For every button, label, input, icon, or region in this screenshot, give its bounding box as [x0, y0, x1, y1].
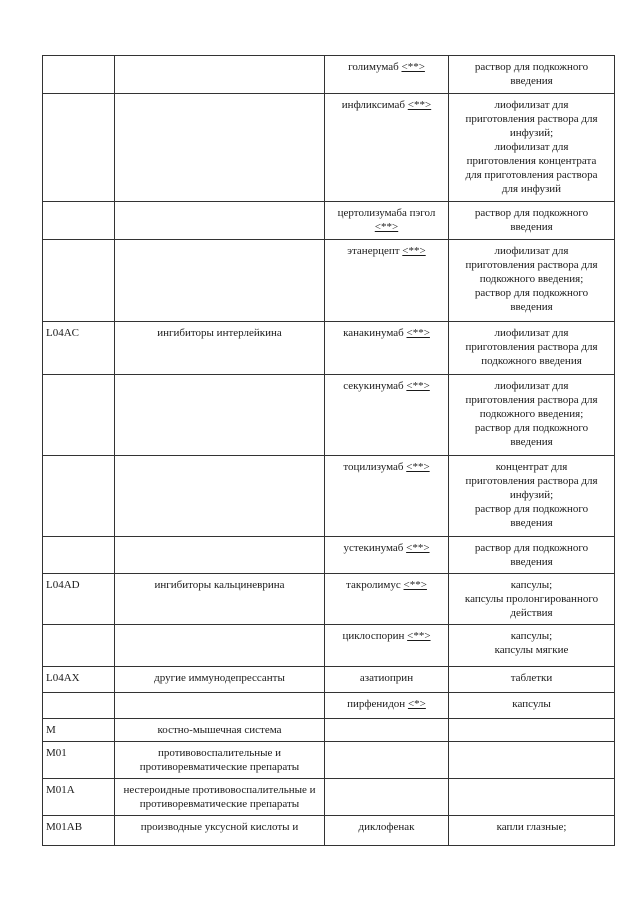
footnote-mark: <**>: [406, 542, 430, 554]
group-description-cell: ингибиторы кальциневрина: [115, 574, 325, 625]
dosage-form-line: введения: [510, 221, 553, 233]
dosage-form-cell: [449, 779, 615, 816]
dosage-form-line: введения: [510, 75, 553, 87]
dosage-form-line: раствор для подкожного: [474, 61, 589, 73]
drug-name: инфликсимаб: [341, 99, 406, 111]
footnote-mark: <**>: [406, 461, 430, 473]
footnote-mark: <**>: [402, 245, 426, 257]
drug-name: этанерцепт: [347, 245, 400, 257]
atc-code-cell: [43, 625, 115, 667]
atc-code-cell: [43, 94, 115, 202]
group-description-cell: костно-мышечная система: [115, 719, 325, 742]
group-description-cell: [115, 537, 325, 574]
dosage-form-line: капли глазные;: [496, 821, 567, 833]
footnote-mark: <**>: [407, 99, 432, 111]
dosage-form-cell: [449, 56, 615, 94]
dosage-form-line: приготовления концентрата: [466, 155, 597, 167]
table-row: [43, 240, 615, 322]
dosage-form-line: раствор для подкожного: [474, 207, 589, 219]
dosage-form-line: для инфузий: [501, 183, 562, 195]
table-row: [43, 779, 615, 816]
dosage-form-line: для приготовления раствора: [465, 169, 598, 181]
dosage-form-line: инфузий;: [509, 489, 554, 501]
group-description-cell: [115, 693, 325, 719]
atc-code-cell: [43, 537, 115, 574]
table-row: [43, 456, 615, 537]
table-row: [43, 693, 615, 719]
group-description-cell: другие иммунодепрессанты: [115, 667, 325, 693]
drug-name-cell: [325, 816, 449, 846]
table-row: [43, 537, 615, 574]
drug-name-cell: [325, 693, 449, 719]
dosage-form-line: введения: [510, 301, 553, 313]
drug-name-cell: [325, 574, 449, 625]
dosage-form-cell: [449, 625, 615, 667]
drug-name-cell: [325, 56, 449, 94]
dosage-form-line: введения: [510, 556, 553, 568]
drug-name-cell: [325, 719, 449, 742]
atc-code-cell: L04AX: [43, 667, 115, 693]
dosage-form-cell: [449, 742, 615, 779]
dosage-form-line: лиофилизат для: [494, 327, 569, 339]
table-row: [43, 742, 615, 779]
drug-name-cell: [325, 375, 449, 456]
dosage-form-line: раствор для подкожного: [474, 422, 589, 434]
dosage-form-cell: [449, 537, 615, 574]
drug-name: голимумаб: [348, 61, 399, 73]
drug-name-cell: [325, 537, 449, 574]
dosage-form-cell: [449, 667, 615, 693]
dosage-form-cell: [449, 202, 615, 240]
table-row: [43, 816, 615, 846]
footnote-mark: <**>: [407, 630, 431, 642]
drug-name-cell: [325, 625, 449, 667]
dosage-form-line: введения: [510, 517, 553, 529]
atc-code-cell: [43, 240, 115, 322]
dosage-form-line: приготовления раствора для: [465, 341, 598, 353]
dosage-form-line: приготовления раствора для: [465, 259, 598, 271]
atc-code-cell: M: [43, 719, 115, 742]
dosage-form-line: капсулы;: [510, 579, 553, 591]
table-row: [43, 719, 615, 742]
drug-name: канакинумаб: [343, 327, 404, 339]
dosage-form-cell: [449, 375, 615, 456]
dosage-form-line: лиофилизат для: [494, 245, 569, 257]
drug-name: тоцилизумаб: [343, 461, 404, 473]
atc-code-cell: L04AD: [43, 574, 115, 625]
dosage-form-line: приготовления раствора для: [465, 113, 598, 125]
dosage-form-cell: [449, 693, 615, 719]
drug-name-cell: [325, 667, 449, 693]
table-row: [43, 375, 615, 456]
drug-name: цертолизумаба пэгол: [337, 207, 436, 219]
group-description-cell: [115, 240, 325, 322]
dosage-form-line: раствор для подкожного: [474, 287, 589, 299]
atc-code-cell: [43, 56, 115, 94]
group-description-cell: [115, 375, 325, 456]
medications-table: [42, 55, 615, 846]
dosage-form-line: лиофилизат для: [494, 141, 569, 153]
dosage-form-cell: [449, 94, 615, 202]
group-description-cell: [115, 456, 325, 537]
dosage-form-line: действия: [510, 607, 553, 619]
drug-name: секукинумаб: [343, 380, 404, 392]
table-row: [43, 56, 615, 94]
drug-name-cell: [325, 240, 449, 322]
dosage-form-line: капсулы;: [510, 630, 553, 642]
drug-name-cell: [325, 94, 449, 202]
table-row: [43, 667, 615, 693]
drug-name: диклофенак: [358, 821, 415, 833]
dosage-form-cell: [449, 240, 615, 322]
dosage-form-line: таблетки: [510, 672, 553, 684]
atc-code-cell: L04AC: [43, 322, 115, 375]
group-description-cell: производные уксусной кислоты и: [115, 816, 325, 846]
drug-name-cell: [325, 779, 449, 816]
table-row: [43, 625, 615, 667]
drug-name: азатиоприн: [359, 672, 414, 684]
drug-name: пирфенидон: [347, 698, 406, 710]
group-description-cell: [115, 94, 325, 202]
table-row: [43, 94, 615, 202]
dosage-form-line: раствор для подкожного: [474, 503, 589, 515]
dosage-form-line: капсулы пролонгированного: [464, 593, 599, 605]
footnote-mark: <**>: [406, 380, 430, 392]
drug-name-cell: [325, 742, 449, 779]
footnote-mark: <**>: [403, 579, 427, 591]
group-description-cell: противовоспалительные и противоревматические препараты: [115, 742, 325, 779]
atc-code-cell: [43, 375, 115, 456]
footnote-mark: <**>: [406, 327, 430, 339]
footnote-mark: <*>: [407, 698, 426, 710]
atc-code-cell: [43, 202, 115, 240]
drug-name: такролимус: [346, 579, 401, 591]
dosage-form-cell: [449, 322, 615, 375]
dosage-form-line: приготовления раствора для: [465, 475, 598, 487]
dosage-form-cell: [449, 719, 615, 742]
footnote-mark: <**>: [374, 221, 399, 233]
group-description-cell: нестероидные противовоспалительные и противоревматические препараты: [115, 779, 325, 816]
dosage-form-line: подкожного введения;: [479, 273, 584, 285]
atc-code-cell: [43, 456, 115, 537]
group-description-cell: [115, 202, 325, 240]
dosage-form-line: введения: [510, 436, 553, 448]
group-description-cell: ингибиторы интерлейкина: [115, 322, 325, 375]
atc-code-cell: M01A: [43, 779, 115, 816]
atc-code-cell: M01: [43, 742, 115, 779]
dosage-form-line: приготовления раствора для: [465, 394, 598, 406]
drug-name: циклоспорин: [342, 630, 405, 642]
drug-name-cell: [325, 456, 449, 537]
dosage-form-line: лиофилизат для: [494, 99, 569, 111]
group-description-cell: [115, 56, 325, 94]
drug-name-cell: [325, 202, 449, 240]
dosage-form-line: капсулы мягкие: [494, 644, 569, 656]
drug-name: устекинумаб: [343, 542, 404, 554]
table-body: [43, 56, 615, 846]
footnote-mark: <**>: [401, 61, 425, 73]
dosage-form-line: лиофилизат для: [494, 380, 569, 392]
dosage-form-line: подкожного введения;: [479, 408, 584, 420]
dosage-form-cell: [449, 816, 615, 846]
dosage-form-line: подкожного введения: [481, 355, 582, 367]
dosage-form-line: капсулы: [512, 698, 551, 710]
dosage-form-line: концентрат для: [495, 461, 568, 473]
group-description-cell: [115, 625, 325, 667]
table-row: [43, 322, 615, 375]
dosage-form-cell: [449, 456, 615, 537]
dosage-form-cell: [449, 574, 615, 625]
dosage-form-line: раствор для подкожного: [474, 542, 589, 554]
dosage-form-line: инфузий;: [509, 127, 554, 139]
table-row: [43, 574, 615, 625]
drug-name-cell: [325, 322, 449, 375]
atc-code-cell: [43, 693, 115, 719]
atc-code-cell: M01AB: [43, 816, 115, 846]
table-row: [43, 202, 615, 240]
